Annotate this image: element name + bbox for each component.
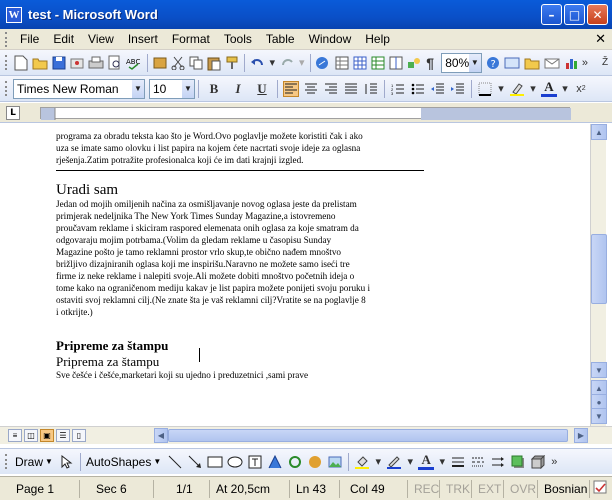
status-trk[interactable]: TRK (440, 480, 472, 498)
line-spacing-icon[interactable] (363, 81, 379, 97)
formatting-toolbar (0, 76, 612, 102)
drawing-toolbar (0, 448, 612, 474)
redo-dropdown-icon[interactable]: ▾ (299, 57, 305, 69)
columns-icon[interactable] (389, 55, 403, 71)
autoshapes-menu[interactable]: AutoShapes (85, 454, 152, 469)
svg-text:2: 2 (391, 86, 394, 92)
toolbar-grip-icon[interactable] (5, 55, 8, 70)
menu-edit[interactable]: Edit (53, 32, 75, 46)
format-painter-icon[interactable] (225, 55, 239, 71)
chart-icon[interactable] (564, 55, 578, 71)
menu-window[interactable]: Window (308, 32, 352, 46)
document-area[interactable] (22, 124, 590, 426)
bold-button[interactable]: B (209, 80, 219, 96)
menu-tools[interactable]: Tools (223, 32, 252, 46)
italic-button[interactable]: I (235, 80, 241, 96)
print-icon[interactable] (88, 55, 104, 71)
status-section: Sec 6 (80, 480, 154, 498)
text-line: tome kako na ograničenom mediju kakav je list papira možete ponijeti svoju poruku i (56, 283, 371, 293)
zoom-dropdown-icon[interactable]: ▼ (469, 54, 481, 72)
text-line: i otkrijte.) (56, 307, 93, 317)
line-style-icon[interactable] (450, 454, 466, 470)
align-left-icon[interactable] (283, 81, 299, 97)
status-ovr[interactable]: OVR (504, 480, 538, 498)
mail-icon[interactable] (544, 55, 560, 71)
window-title: test - Microsoft Word (28, 7, 158, 22)
select-objects-icon[interactable] (59, 454, 75, 470)
3d-style-icon[interactable] (530, 454, 546, 470)
text-line: brižljivo dizajniranih oglasa koji me inspirišu.Naravno ne možete samo iseći tre (56, 259, 350, 269)
rectangle-icon[interactable] (207, 454, 223, 470)
text-line: odgovaraju mojim potrbama.(Volim da gledam reklame u časopisu Sunday (56, 235, 332, 245)
maximize-button[interactable]: □ (564, 4, 585, 25)
status-language: Bosnian (538, 480, 590, 498)
dash-style-icon[interactable] (470, 454, 486, 470)
translate-icon[interactable]: Ž (601, 57, 609, 68)
status-page: Page 1 (0, 480, 80, 498)
tab-selector-icon[interactable]: L (6, 106, 20, 120)
close-button[interactable]: ✕ (587, 4, 608, 25)
scroll-up-icon[interactable]: ▲ (591, 124, 607, 140)
svg-text:?: ? (490, 58, 496, 70)
menu-format[interactable]: Format (171, 32, 210, 46)
ruler-track[interactable] (40, 107, 570, 119)
text-box-icon[interactable] (247, 454, 263, 470)
svg-text:3: 3 (391, 90, 394, 95)
help-icon[interactable] (504, 55, 520, 71)
spelling-icon[interactable] (126, 55, 142, 71)
open-folder-icon[interactable] (524, 55, 540, 71)
previous-page-icon[interactable]: ▲ (591, 380, 607, 396)
text-line: Jedan od mojih omiljenih načina za osmišljavanje novog oglasa jeste da prelistam (56, 199, 357, 209)
scroll-left-icon[interactable]: ◀ (154, 428, 168, 443)
underline-button[interactable]: U (257, 80, 267, 96)
line-color-icon[interactable] (386, 454, 402, 470)
svg-text:ABC: ABC (126, 57, 141, 66)
drawing-toolbar-options-icon[interactable]: » (551, 455, 558, 468)
zoom-value: 80% (445, 55, 470, 70)
drawing-icon[interactable] (407, 55, 421, 71)
arrow-icon[interactable] (187, 454, 203, 470)
clip-art-icon[interactable] (307, 454, 323, 470)
status-line: Ln 43 (290, 480, 340, 498)
line-icon[interactable] (167, 454, 183, 470)
font-dropdown-icon[interactable]: ▼ (132, 80, 144, 98)
word-app-icon[interactable]: W (6, 7, 22, 23)
draw-font-color-icon[interactable]: A (418, 454, 434, 470)
align-center-icon[interactable] (303, 81, 319, 97)
text-line: Sve češće i češće,marketari koji su ujedno i preduzetnici ,sami prave (56, 370, 309, 380)
align-right-icon[interactable] (323, 81, 339, 97)
show-hide-icon[interactable]: ¶ (426, 54, 435, 71)
horizontal-rule (56, 170, 424, 171)
status-column: Col 49 (340, 480, 408, 498)
minimize-button[interactable]: – (541, 4, 562, 25)
highlight-dropdown-icon[interactable]: ▾ (530, 83, 536, 95)
title-bar (0, 0, 612, 29)
horizontal-scroll-thumb[interactable] (168, 429, 568, 442)
text-line: proučavam reklame i skiciram raspored elemenata onih oglasa za koje smatram da (56, 223, 359, 233)
open-icon[interactable] (32, 55, 48, 71)
text-line: primjerak nedeljnika The New York Times Sunday Magazine,a istovremeno (56, 211, 336, 221)
vertical-scroll-thumb[interactable] (591, 234, 607, 304)
horizontal-ruler[interactable] (0, 103, 612, 123)
heading-priprema-za-stampu: Priprema za štampu (56, 354, 160, 369)
research-icon[interactable] (153, 55, 167, 71)
vertical-scrollbar[interactable] (590, 124, 606, 426)
scroll-down-icon[interactable]: ▼ (591, 362, 607, 378)
insert-excel-icon[interactable] (371, 55, 385, 71)
draw-dropdown-icon[interactable]: ▼ (45, 457, 53, 466)
paste-icon[interactable] (207, 55, 221, 71)
menu-view[interactable]: View (88, 32, 114, 46)
justify-icon[interactable] (343, 81, 359, 97)
toolbar-grip-icon[interactable] (5, 454, 9, 469)
autoshapes-dropdown-icon[interactable]: ▼ (153, 457, 162, 466)
size-combo[interactable] (149, 79, 195, 99)
print-preview-icon[interactable] (108, 55, 122, 71)
vertical-ruler[interactable] (6, 126, 20, 426)
status-at: At 20,5cm (210, 480, 290, 498)
save-icon[interactable] (52, 55, 66, 71)
normal-view-icon[interactable]: ≡ (8, 429, 22, 442)
menu-insert[interactable]: Insert (127, 32, 158, 46)
font-combo[interactable] (13, 79, 145, 99)
spelling-status-icon[interactable] (592, 479, 610, 498)
increase-indent-icon[interactable] (450, 81, 466, 97)
document-close-icon[interactable]: ✕ (595, 31, 606, 46)
decrease-indent-icon[interactable] (430, 81, 446, 97)
borders-icon[interactable] (477, 81, 493, 97)
menu-help[interactable]: Help (365, 32, 390, 46)
text-line: rješenja.Zatim potražite profesionalca koji će im dati krajnji izgled. (56, 155, 304, 165)
undo-dropdown-icon[interactable]: ▾ (269, 57, 276, 69)
text-line: uza se imate samo olovku i list papira na kojem ćete nacrtati svoje ideje za oglasna (56, 143, 361, 153)
print-layout-icon[interactable]: ▣ (40, 429, 54, 442)
insert-picture-icon[interactable] (327, 454, 343, 470)
menu-bar (0, 29, 612, 50)
text-line: ostaviti svoj reklamni cilj.(Ne znate šta je vaš reklamni cilj?Vratite se na poglavlje 8 (56, 295, 366, 305)
reading-layout-icon[interactable]: ▯ (72, 429, 86, 442)
toolbar-grip-icon[interactable] (5, 81, 9, 96)
oval-icon[interactable] (227, 454, 243, 470)
permission-icon[interactable] (70, 55, 84, 71)
scroll-right-icon[interactable]: ▶ (574, 428, 588, 443)
next-page-icon[interactable]: ▼ (591, 408, 607, 424)
svg-text:1: 1 (391, 82, 394, 88)
menu-grip-icon[interactable] (5, 32, 9, 47)
text-line: firme iz neke reklame i nalepiti svoje.Ali možete dobiti mnoštvo početnih ideja o (56, 271, 355, 281)
line-color-dropdown-icon[interactable]: ▾ (407, 456, 414, 468)
numbering-icon[interactable] (390, 81, 406, 97)
insert-table-icon[interactable] (353, 55, 367, 71)
size-value: 10 (153, 81, 167, 96)
zoom-combo[interactable] (441, 53, 482, 73)
select-browse-object-icon[interactable]: ● (591, 394, 607, 410)
new-document-icon[interactable] (14, 55, 28, 71)
heading-uradi-sam: Uradi sam (56, 182, 119, 198)
undo-icon[interactable] (250, 55, 266, 71)
menu-table[interactable]: Table (265, 32, 295, 46)
font-color-icon[interactable]: A (541, 81, 557, 97)
copy-icon[interactable] (189, 55, 203, 71)
fill-color-dropdown-icon[interactable]: ▾ (375, 456, 382, 468)
highlight-icon[interactable] (509, 81, 525, 97)
tables-borders-icon[interactable] (335, 55, 349, 71)
heading-pripreme-za-stampu: Pripreme za štampu (56, 338, 169, 353)
status-pages: 1/1 (154, 480, 210, 498)
redo-icon[interactable] (279, 55, 295, 71)
draw-font-color-dropdown-icon[interactable]: ▾ (439, 456, 446, 468)
size-dropdown-icon[interactable]: ▼ (182, 80, 194, 98)
wordart-icon[interactable] (267, 454, 283, 470)
shadow-style-icon[interactable] (510, 454, 526, 470)
read-icon[interactable] (486, 55, 500, 71)
menu-file[interactable]: File (20, 32, 40, 46)
fill-color-icon[interactable] (354, 454, 370, 470)
hyperlink-icon[interactable] (315, 55, 331, 71)
subscript-icon[interactable]: x 2 (576, 82, 586, 95)
status-ext[interactable]: EXT (472, 480, 504, 498)
font-color-dropdown-icon[interactable]: ▾ (562, 83, 568, 95)
bullets-icon[interactable] (410, 81, 426, 97)
arrow-style-icon[interactable] (490, 454, 506, 470)
status-rec[interactable]: REC (408, 480, 440, 498)
cut-icon[interactable] (171, 55, 185, 71)
outline-view-icon[interactable]: ☰ (56, 429, 70, 442)
horizontal-scrollbar[interactable] (0, 426, 612, 444)
text-cursor (199, 348, 200, 362)
text-line: Magazine pošto je tamo reklamni prostor vrlo skup,te obično nađem mnoštvo (56, 247, 342, 257)
document-top-paragraph (56, 130, 426, 166)
web-layout-icon[interactable]: ◫ (24, 429, 38, 442)
text-line: programa za obradu teksta kao što je Word.Ovo poglavlje možete koristiti čak i ako (56, 131, 363, 141)
toolbar-options-icon[interactable]: » (581, 56, 588, 69)
draw-menu[interactable]: Draw (15, 454, 44, 469)
diagram-icon[interactable] (287, 454, 303, 470)
borders-dropdown-icon[interactable]: ▾ (498, 83, 504, 95)
document-body-paragraph (56, 198, 428, 318)
font-value: Times New Roman (17, 81, 119, 96)
status-bar (0, 476, 612, 500)
standard-toolbar (0, 50, 612, 76)
